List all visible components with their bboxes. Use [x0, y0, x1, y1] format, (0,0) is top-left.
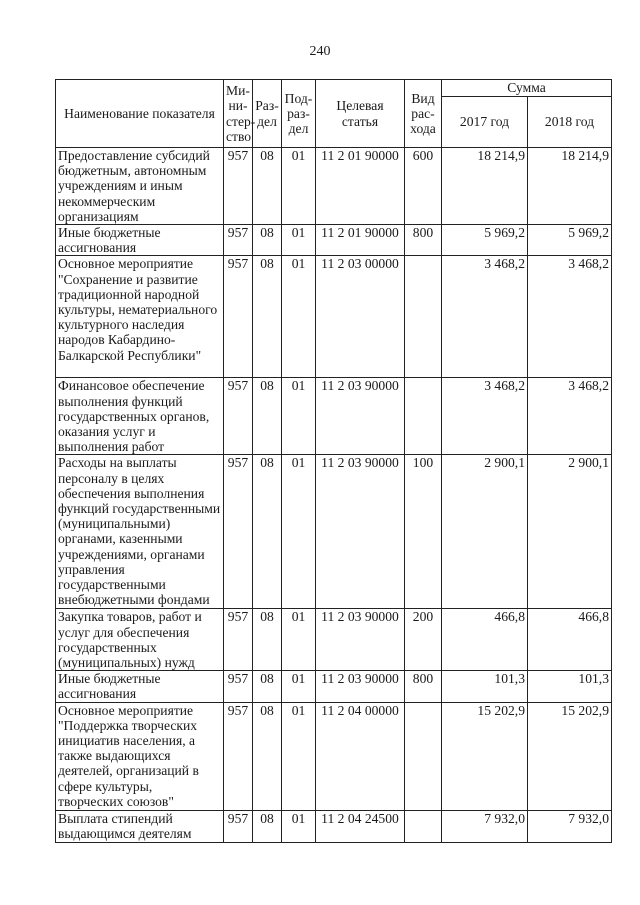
header-ministry: Ми- ни- стер- ство — [224, 80, 253, 148]
row-name: Предоставление субсидий бюджетным, автономным учреждениям и иным некоммерческим организациям — [56, 148, 224, 225]
row-sum-2018: 7 932,0 — [528, 810, 612, 842]
row-sum-2017: 2 900,1 — [442, 455, 528, 609]
row-expense-type — [405, 256, 442, 378]
budget-table — [55, 79, 612, 843]
row-expense-type: 800 — [405, 225, 442, 256]
row-target-article: 11 2 03 90000 — [316, 378, 405, 455]
page-number: 240 — [309, 44, 331, 59]
row-section: 08 — [253, 810, 282, 842]
row-ministry: 957 — [224, 455, 253, 609]
table-row — [56, 378, 612, 455]
row-section: 08 — [253, 455, 282, 609]
row-ministry: 957 — [224, 225, 253, 256]
table-row — [56, 455, 612, 609]
row-sum-2018: 3 468,2 — [528, 256, 612, 378]
header-year-2017: 2017 год — [442, 97, 528, 148]
row-ministry: 957 — [224, 609, 253, 671]
row-name: Расходы на выплаты персоналу в целях обеспечения выполнения функций государственными (муниципальными) органами, казенными учреждениями, органами управления государственными внебюджетными фондами — [56, 455, 224, 609]
header-expense-type: Вид рас- хода — [405, 80, 442, 148]
row-sum-2017: 7 932,0 — [442, 810, 528, 842]
row-sum-2018: 18 214,9 — [528, 148, 612, 225]
row-section: 08 — [253, 148, 282, 225]
row-target-article: 11 2 04 24500 — [316, 810, 405, 842]
row-subsection: 01 — [282, 148, 316, 225]
row-ministry: 957 — [224, 256, 253, 378]
row-subsection: 01 — [282, 810, 316, 842]
row-subsection: 01 — [282, 225, 316, 256]
row-target-article: 11 2 03 90000 — [316, 609, 405, 671]
row-expense-type: 800 — [405, 671, 442, 702]
row-expense-type: 600 — [405, 148, 442, 225]
table-body — [56, 148, 612, 843]
row-subsection: 01 — [282, 671, 316, 702]
row-expense-type: 200 — [405, 609, 442, 671]
header-sum: Сумма — [442, 80, 612, 97]
table-row — [56, 810, 612, 842]
row-sum-2017: 3 468,2 — [442, 378, 528, 455]
table-header-row — [56, 80, 612, 97]
row-sum-2018: 15 202,9 — [528, 702, 612, 810]
row-sum-2018: 2 900,1 — [528, 455, 612, 609]
table-row — [56, 225, 612, 256]
row-expense-type — [405, 378, 442, 455]
row-target-article: 11 2 03 90000 — [316, 671, 405, 702]
row-name: Иные бюджетные ассигнования — [56, 671, 224, 702]
row-target-article: 11 2 01 90000 — [316, 225, 405, 256]
row-name: Иные бюджетные ассигнования — [56, 225, 224, 256]
row-sum-2017: 466,8 — [442, 609, 528, 671]
row-target-article: 11 2 03 90000 — [316, 455, 405, 609]
row-subsection: 01 — [282, 609, 316, 671]
row-ministry: 957 — [224, 810, 253, 842]
row-subsection: 01 — [282, 256, 316, 378]
row-sum-2017: 18 214,9 — [442, 148, 528, 225]
row-name: Выплата стипендий выдающимся деятелям — [56, 810, 224, 842]
row-sum-2018: 101,3 — [528, 671, 612, 702]
header-section: Раз- дел — [253, 80, 282, 148]
row-target-article: 11 2 04 00000 — [316, 702, 405, 810]
row-sum-2018: 5 969,2 — [528, 225, 612, 256]
row-expense-type: 100 — [405, 455, 442, 609]
row-name: Основное мероприятие "Сохранение и развитие традиционной народной культуры, нематериального культурного наследия народов Кабардино-Балкарской Республики" — [56, 256, 224, 378]
row-section: 08 — [253, 256, 282, 378]
row-section: 08 — [253, 671, 282, 702]
row-ministry: 957 — [224, 378, 253, 455]
table-row — [56, 148, 612, 225]
row-ministry: 957 — [224, 702, 253, 810]
table-row — [56, 671, 612, 702]
row-sum-2017: 15 202,9 — [442, 702, 528, 810]
row-sum-2017: 101,3 — [442, 671, 528, 702]
table-row — [56, 256, 612, 378]
row-section: 08 — [253, 702, 282, 810]
row-section: 08 — [253, 609, 282, 671]
row-name: Закупка товаров, работ и услуг для обеспечения государственных (муниципальных) нужд — [56, 609, 224, 671]
row-ministry: 957 — [224, 671, 253, 702]
row-subsection: 01 — [282, 455, 316, 609]
row-subsection: 01 — [282, 378, 316, 455]
header-subsection: Под- раз- дел — [282, 80, 316, 148]
row-name: Финансовое обеспечение выполнения функций государственных органов, оказания услуг и выполнения работ — [56, 378, 224, 455]
row-subsection: 01 — [282, 702, 316, 810]
row-sum-2018: 3 468,2 — [528, 378, 612, 455]
row-sum-2018: 466,8 — [528, 609, 612, 671]
table-row — [56, 702, 612, 810]
row-sum-2017: 3 468,2 — [442, 256, 528, 378]
row-expense-type — [405, 702, 442, 810]
row-expense-type — [405, 810, 442, 842]
table-row — [56, 609, 612, 671]
header-year-2018: 2018 год — [528, 97, 612, 148]
row-target-article: 11 2 03 00000 — [316, 256, 405, 378]
row-section: 08 — [253, 225, 282, 256]
row-ministry: 957 — [224, 148, 253, 225]
header-target-article: Целевая статья — [316, 80, 405, 148]
row-section: 08 — [253, 378, 282, 455]
row-sum-2017: 5 969,2 — [442, 225, 528, 256]
row-name: Основное мероприятие "Поддержка творческих инициатив населения, а также выдающихся деятелей, организаций в сфере культуры, творческих союзов" — [56, 702, 224, 810]
row-target-article: 11 2 01 90000 — [316, 148, 405, 225]
header-name: Наименование показателя — [56, 80, 224, 148]
